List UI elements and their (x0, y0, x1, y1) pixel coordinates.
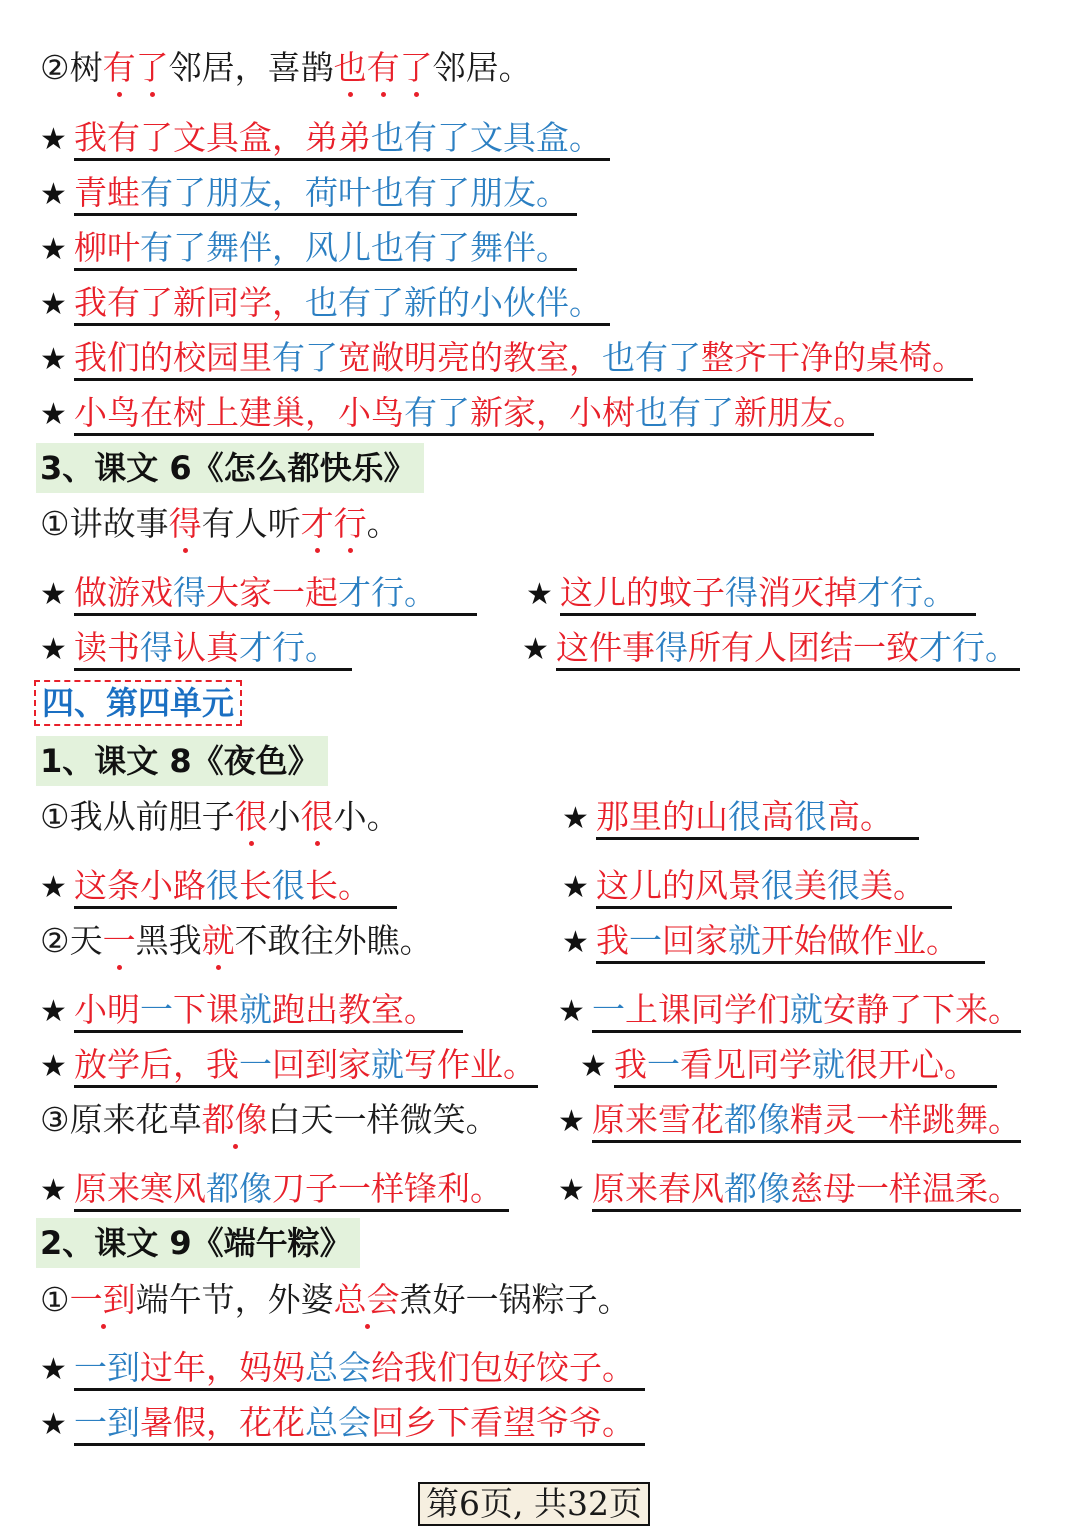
text: 这儿的蚊子 (560, 573, 725, 612)
text: 天 (69, 921, 103, 960)
answer-underline (74, 173, 577, 216)
text: 这件事 (556, 628, 655, 667)
star-icon: ★ (40, 287, 67, 322)
text: 邻居。 (432, 48, 532, 87)
text: 很 (827, 866, 860, 905)
star-icon: ★ (40, 1407, 67, 1442)
star-icon: ★ (40, 122, 67, 157)
practice-sentence (40, 226, 577, 272)
text: 得 (173, 573, 206, 612)
practice-sentence (40, 1043, 538, 1089)
key-word: 有 (102, 48, 136, 87)
text: 很 (794, 797, 827, 836)
practice-sentence (40, 571, 477, 617)
page-number: 第6页, 共32页 (418, 1482, 650, 1526)
text: 白天一样微笑。 (267, 1100, 499, 1139)
text: 有人听 (201, 504, 301, 543)
text: 都像 (206, 1169, 272, 1208)
practice-sentence (40, 116, 610, 162)
text: 得 (725, 573, 758, 612)
text: 美 (794, 866, 827, 905)
lesson-heading: 2、课文 9《端午粽》 (36, 1218, 360, 1268)
star-icon: ★ (580, 1049, 607, 1084)
key-word: 了 (135, 48, 169, 87)
text: 一 (592, 990, 625, 1029)
text: 才行。 (857, 573, 956, 612)
example-sentence (40, 1098, 499, 1142)
text: 就 (239, 990, 272, 1029)
text: 讲故事 (69, 504, 169, 543)
text: 跑出教室。 (272, 990, 437, 1029)
text: 就 (790, 990, 823, 1029)
text: 长 (239, 866, 272, 905)
answer-underline (596, 797, 919, 840)
star-icon: ★ (40, 577, 67, 612)
star-icon: ★ (40, 397, 67, 432)
text: 那里的山 (596, 797, 728, 836)
text: 才行。 (919, 628, 1018, 667)
key-word: 很 (234, 797, 268, 836)
text: 邻居，喜鹊 (168, 48, 334, 87)
text: 一 (140, 990, 173, 1029)
text: 得 (140, 628, 173, 667)
practice-sentence (558, 988, 1021, 1034)
practice-sentence (40, 864, 397, 910)
text: 很开心。 (845, 1045, 977, 1084)
text: 回家 (662, 921, 728, 960)
text: 总会 (305, 1348, 371, 1387)
example-sentence (40, 795, 400, 839)
text: 才行。 (239, 628, 338, 667)
text: 一到 (74, 1348, 140, 1387)
text: 很 (761, 866, 794, 905)
practice-sentence (40, 171, 577, 217)
text: 树 (69, 48, 103, 87)
text: 给我们包好饺子。 (371, 1348, 635, 1387)
circled-number: ② (40, 921, 70, 960)
text: 大家一起 (206, 573, 338, 612)
text: 做游戏 (74, 573, 173, 612)
practice-sentence (558, 1098, 1021, 1144)
circled-number: ③ (40, 1100, 70, 1139)
key-word: 都像 (201, 1100, 268, 1139)
star-icon: ★ (40, 994, 67, 1029)
lesson-heading: 3、课文 6《怎么都快乐》 (36, 443, 424, 493)
example-sentence (40, 919, 433, 963)
text: 高。 (827, 797, 893, 836)
star-icon: ★ (562, 925, 589, 960)
answer-underline (74, 393, 874, 436)
practice-sentence (40, 988, 463, 1034)
practice-sentence (40, 281, 610, 327)
text: 我有了新同学， (74, 283, 305, 322)
answer-underline (74, 628, 352, 671)
text: 很 (206, 866, 239, 905)
answer-underline (556, 628, 1020, 671)
text: 写作业。 (404, 1045, 536, 1084)
practice-sentence (562, 795, 919, 841)
text: 也有了 (602, 338, 701, 377)
star-icon: ★ (40, 342, 67, 377)
text: 看见同学 (680, 1045, 812, 1084)
practice-sentence (40, 336, 973, 382)
text: 暑假，花花 (140, 1403, 305, 1442)
example-sentence (40, 46, 532, 90)
answer-underline (74, 1403, 645, 1446)
text: 才行。 (338, 573, 437, 612)
practice-sentence (562, 919, 985, 965)
text: 我有了文具盒，弟弟 (74, 118, 371, 157)
text: 我 (614, 1045, 647, 1084)
answer-underline (596, 921, 985, 964)
circled-number: ② (40, 48, 70, 87)
star-icon: ★ (40, 870, 67, 905)
text: 有了 (404, 393, 470, 432)
star-icon: ★ (526, 577, 553, 612)
key-word: 才 (300, 504, 334, 543)
text: 煮好一锅粽子。 (399, 1280, 631, 1319)
text: 有了朋友，荷叶 (140, 173, 371, 212)
practice-sentence (40, 626, 352, 672)
text: 。 (366, 504, 400, 543)
text: 放学后，我 (74, 1045, 239, 1084)
answer-underline (74, 283, 610, 326)
star-icon: ★ (522, 632, 549, 667)
practice-sentence (526, 571, 976, 617)
practice-sentence (40, 1401, 645, 1447)
text: 也有了舞伴。 (371, 228, 569, 267)
practice-sentence (580, 1043, 997, 1089)
star-icon: ★ (40, 632, 67, 667)
text: 下课 (173, 990, 239, 1029)
circled-number: ① (40, 504, 70, 543)
text: 总会 (305, 1403, 371, 1442)
answer-underline (74, 228, 577, 271)
star-icon: ★ (40, 1173, 67, 1208)
text: 原来雪花 (592, 1100, 724, 1139)
text: 上课同学们 (625, 990, 790, 1029)
star-icon: ★ (562, 870, 589, 905)
text: 有了 (272, 338, 338, 377)
key-word: 也 (333, 48, 367, 87)
text: 也有了新的小伙伴。 (305, 283, 602, 322)
text: 有了舞伴，风儿 (140, 228, 371, 267)
text: 很 (272, 866, 305, 905)
practice-sentence (40, 1167, 509, 1213)
answer-underline (74, 990, 463, 1033)
text: 慈母一样温柔。 (790, 1169, 1021, 1208)
text: 也有了 (635, 393, 734, 432)
text: 这儿的风景 (596, 866, 761, 905)
answer-underline (596, 866, 952, 909)
circled-number: ① (40, 1280, 70, 1319)
text: 开始做作业。 (761, 921, 959, 960)
text: 一 (647, 1045, 680, 1084)
key-word: 就 (201, 921, 235, 960)
key-word: 得 (168, 504, 202, 543)
key-word: 了 (399, 48, 433, 87)
text: 小 (267, 797, 301, 836)
text: 刀子一样锋利。 (272, 1169, 503, 1208)
text: 新家，小树 (470, 393, 635, 432)
answer-underline (74, 1169, 509, 1212)
text: 小明 (74, 990, 140, 1029)
text: 得 (655, 628, 688, 667)
unit-heading: 四、第四单元 (34, 680, 242, 726)
answer-underline (592, 1100, 1021, 1143)
text: 安静了下来。 (823, 990, 1021, 1029)
text: 过年，妈妈 (140, 1348, 305, 1387)
text: 就 (371, 1045, 404, 1084)
answer-underline (74, 338, 973, 381)
text: 美。 (860, 866, 926, 905)
text: 精灵一样跳舞。 (790, 1100, 1021, 1139)
text: 就 (728, 921, 761, 960)
text: 我从前胆子 (69, 797, 235, 836)
practice-sentence (40, 1346, 645, 1392)
text: 宽敞明亮的教室， (338, 338, 602, 377)
practice-sentence (558, 1167, 1021, 1213)
text: 回乡下看望爷爷。 (371, 1403, 635, 1442)
text: 一到 (74, 1403, 140, 1442)
text: 也有了文具盒。 (371, 118, 602, 157)
star-icon: ★ (40, 1049, 67, 1084)
answer-underline (74, 1045, 538, 1088)
lesson-heading: 1、课文 8《夜色》 (36, 736, 328, 786)
star-icon: ★ (558, 994, 585, 1029)
example-sentence (40, 502, 400, 546)
text: 读书 (74, 628, 140, 667)
practice-sentence (522, 626, 1020, 672)
answer-underline (74, 118, 610, 161)
star-icon: ★ (40, 177, 67, 212)
text: 整齐干净的桌椅。 (701, 338, 965, 377)
text: 我们的校园里 (74, 338, 272, 377)
answer-underline (560, 573, 976, 616)
text: 不敢往外瞧。 (234, 921, 433, 960)
text: 都像 (724, 1169, 790, 1208)
example-sentence (40, 1278, 631, 1322)
text: 都像 (724, 1100, 790, 1139)
key-word: 一到 (69, 1280, 136, 1319)
answer-underline (74, 1348, 645, 1391)
star-icon: ★ (40, 1352, 67, 1387)
text: 就 (812, 1045, 845, 1084)
text: 认真 (173, 628, 239, 667)
star-icon: ★ (562, 801, 589, 836)
text: 高 (761, 797, 794, 836)
text: 所有人团结一致 (688, 628, 919, 667)
text: 新朋友。 (734, 393, 866, 432)
answer-underline (614, 1045, 997, 1088)
practice-sentence (562, 864, 952, 910)
text: 长。 (305, 866, 371, 905)
text: 我 (596, 921, 629, 960)
answer-underline (592, 990, 1021, 1033)
text: 一 (629, 921, 662, 960)
key-word: 有 (366, 48, 400, 87)
answer-underline (592, 1169, 1021, 1212)
key-word: 一 (102, 921, 136, 960)
text: 小鸟在树上建巢，小鸟 (74, 393, 404, 432)
answer-underline (74, 866, 397, 909)
text: 消灭掉 (758, 573, 857, 612)
text: 这条小路 (74, 866, 206, 905)
text: 原来春风 (592, 1169, 724, 1208)
text: 柳叶 (74, 228, 140, 267)
key-word: 很 (300, 797, 334, 836)
text: 回到家 (272, 1045, 371, 1084)
text: 原来寒风 (74, 1169, 206, 1208)
answer-underline (74, 573, 477, 616)
text: 原来花草 (69, 1100, 202, 1139)
text: 端午节，外婆 (135, 1280, 334, 1319)
star-icon: ★ (558, 1104, 585, 1139)
key-word: 总会 (333, 1280, 400, 1319)
star-icon: ★ (40, 232, 67, 267)
practice-sentence (40, 391, 874, 437)
text: 黑我 (135, 921, 202, 960)
key-word: 行 (333, 504, 367, 543)
text: 青蛙 (74, 173, 140, 212)
text: 也有了朋友。 (371, 173, 569, 212)
text: 很 (728, 797, 761, 836)
text: 小。 (333, 797, 400, 836)
circled-number: ① (40, 797, 70, 836)
star-icon: ★ (558, 1173, 585, 1208)
text: 一 (239, 1045, 272, 1084)
